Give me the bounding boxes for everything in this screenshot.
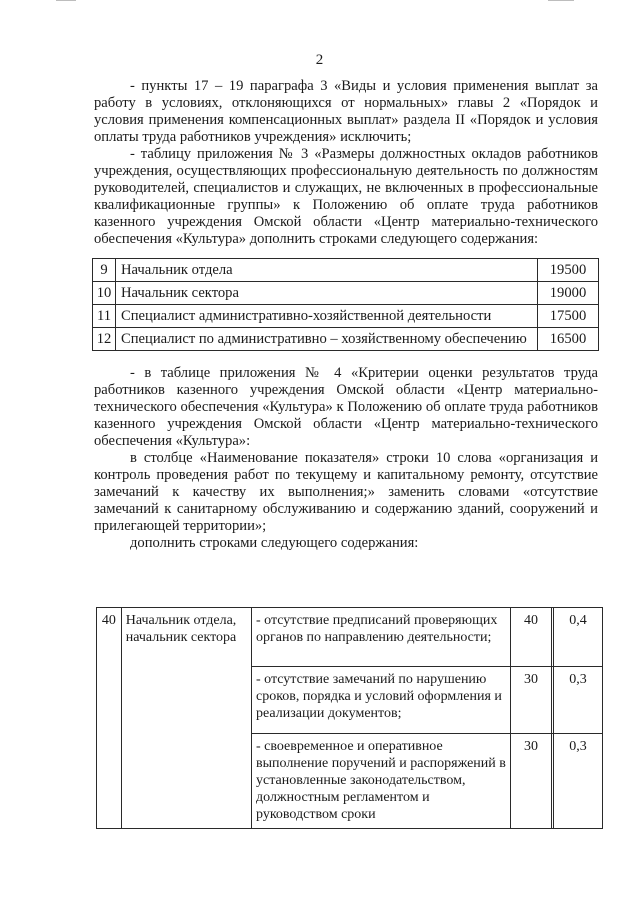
paragraph-appendix4-intro: - в таблице приложения № 4 «Критерии оценки результатов труда работников казенного учреждения Омской области «Центр материально-технического обеспечения «Культура» к Положению об оплате труда работников казенного учреждения Омской области «Центр материально-технического обеспечения «Культура»:	[94, 365, 598, 449]
scan-edge-mark-right	[548, 0, 574, 1]
criteria-subrow: - своевременное и оперативное выполнение поручений и распоряжений в установленные законодательством, должностным регламентом и руководством сроки 30 0,3	[252, 733, 602, 828]
criteria-subrow: - отсутствие замечаний по нарушению сроков, порядка и условий оформления и реализации документов; 30 0,3	[252, 666, 602, 733]
paragraph-add-rows: дополнить строками следующего содержания:	[130, 535, 419, 551]
scan-edge-mark-left	[56, 0, 76, 1]
paragraph-salary-table-intro: - таблицу приложения № 3 «Размеры должностных окладов работников учреждения, осуществляющих профессиональную деятельность по должностям руководителей, специалистов и служащих, не включенных в профессиональные квалификационные группы» к Положению об оплате труда работников казенного учреждения Омской области «Центр материально-технического обеспечения «Культура» дополнить строками следующего содержания:	[94, 146, 598, 247]
document-body	[94, 78, 598, 552]
criteria-row-number: 40	[101, 613, 116, 628]
paragraph-exclude-clauses: - пункты 17 – 19 параграфа 3 «Виды и условия применения выплат за работу в условиях, отклоняющихся от нормальных» главы 2 «Порядок и условия применения компенсационных выплат» раздела II «Порядок и условия оплаты труда работников учреждения» исключить;	[94, 78, 598, 145]
criteria-table	[96, 607, 603, 829]
criteria-subrow: - отсутствие предписаний проверяющих органов по направлению деятельности; 40 0,4	[252, 608, 602, 666]
paragraph-replace-words: в столбце «Наименование показателя» строки 10 слова «организация и контроль проведения работ по текущему и капитальному ремонту, отсутствие замечаний к качеству их выполнения;» заменить словами «отсутствие замечаний к санитарному обслуживанию и содержанию зданий, сооружений и прилегающей территории»;	[94, 450, 598, 534]
table-row: 11 Специалист административно-хозяйственной деятельности 17500	[93, 305, 599, 328]
table-row: 12 Специалист по административно – хозяйственному обеспечению 16500	[93, 328, 599, 351]
table-row	[97, 608, 603, 829]
page-number: 2	[315, 52, 324, 68]
table-row: 9 Начальник отдела 19500	[93, 259, 599, 282]
salary-table	[92, 258, 599, 351]
criteria-position: Начальник отдела, начальник сектора	[125, 613, 237, 645]
table-row: 10 Начальник сектора 19000	[93, 282, 599, 305]
